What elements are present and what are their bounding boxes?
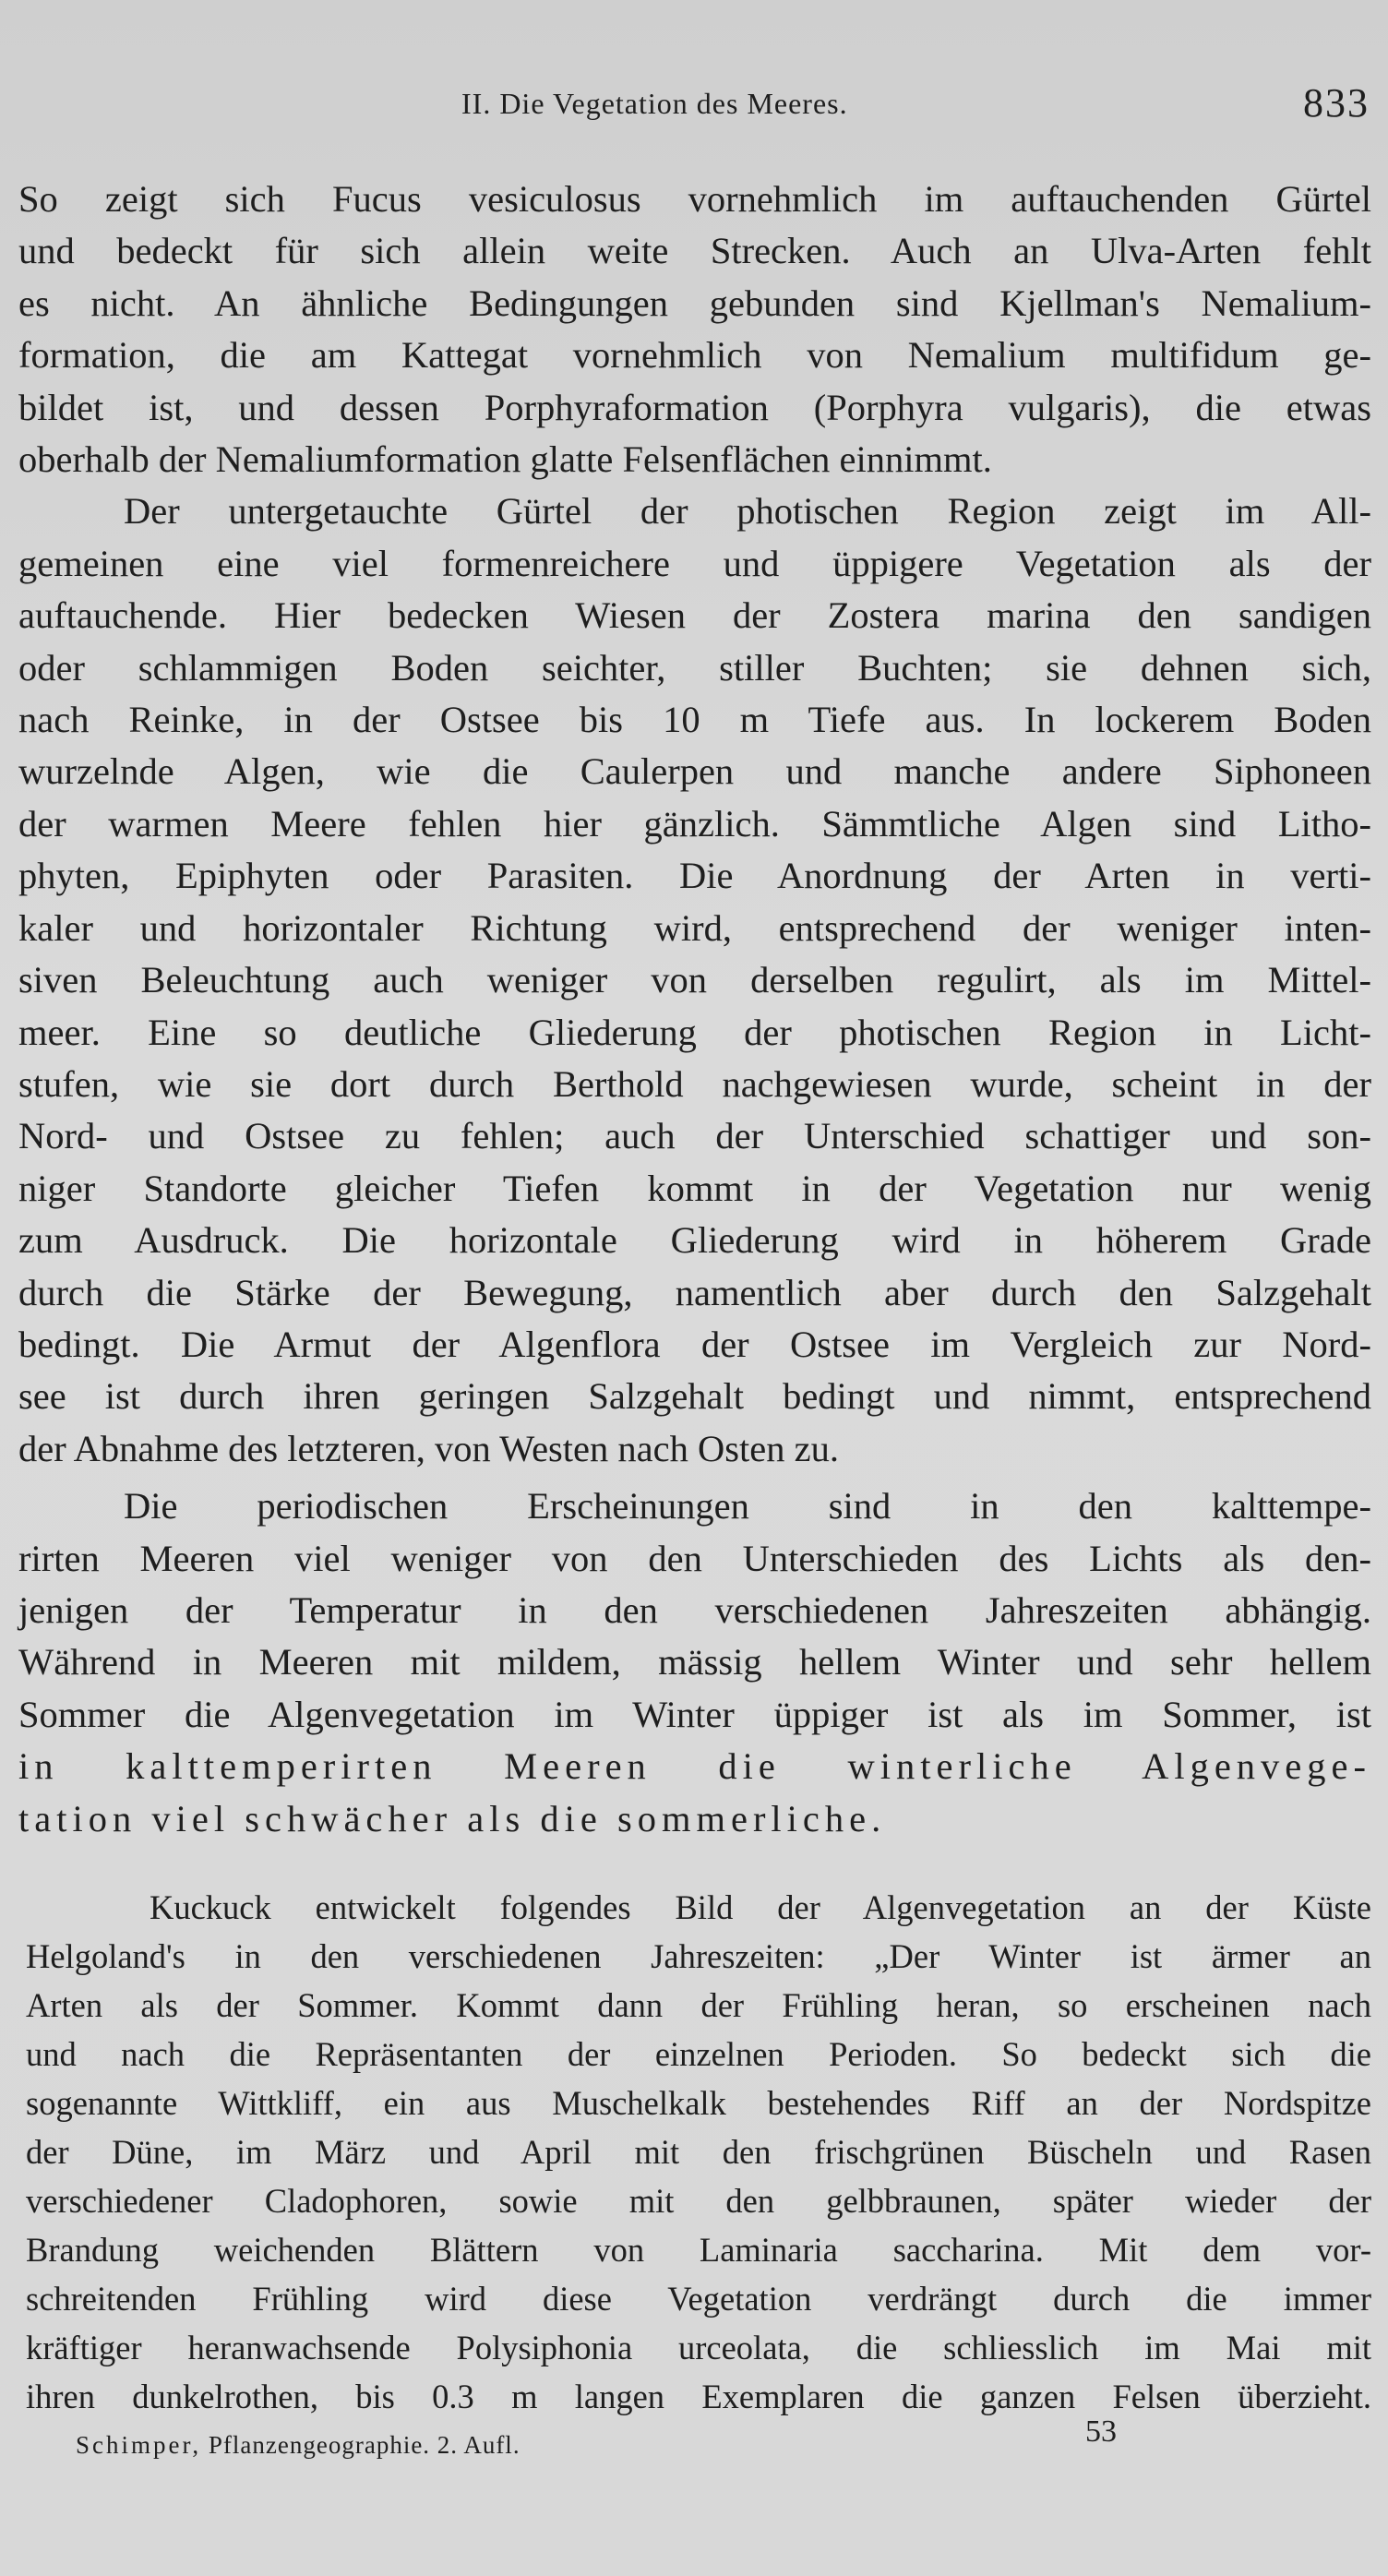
page-number: 833 — [1303, 80, 1370, 126]
text-line: zum Ausdruck. Die horizontale Gliederung wird in höherem Grade — [18, 1219, 1371, 1262]
footer-source — [76, 2431, 520, 2460]
text-line: und bedeckt für sich allein weite Strecken. Auch an Ulva-Arten fehlt — [18, 230, 1371, 272]
quote-line: Brandung weichenden Blättern von Laminaria saccharina. Mit dem vor- — [26, 2231, 1371, 2269]
text-line: durch die Stärke der Bewegung, namentlich aber durch den Salzgehalt — [18, 1271, 1371, 1313]
text-line: phyten, Epiphyten oder Parasiten. Die Anordnung der Arten in verti- — [18, 855, 1371, 897]
text-line: oberhalb der Nemaliumformation glatte Felsenflächen einnimmt. — [18, 438, 992, 481]
page-footer — [76, 2414, 1368, 2470]
text-line: wurzelnde Algen, wie die Caulerpen und manche andere Siphoneen — [18, 750, 1371, 793]
text-line: es nicht. An ähnliche Bedingungen gebunden sind Kjellman's Nemalium- — [18, 282, 1371, 324]
text-line: siven Beleuchtung auch weniger von derselben regulirt, als im Mittel- — [18, 959, 1371, 1001]
text-line: So zeigt sich Fucus vesiculosus vornehmlich im auftauchenden Gürtel — [18, 178, 1371, 220]
text-line: rirten Meeren viel weniger von den Unterschieden des Lichts als den- — [18, 1537, 1371, 1579]
text-line: meer. Eine so deutliche Gliederung der photischen Region in Licht- — [18, 1011, 1371, 1053]
running-head — [0, 76, 1388, 127]
text-line: nach Reinke, in der Ostsee bis 10 m Tiefe aus. In lockerem Boden — [18, 699, 1371, 741]
chapter-title: II. Die Vegetation des Meeres. — [461, 87, 848, 120]
text-line: in kalttemperirten Meeren die winterliche Algenvege- — [18, 1745, 1371, 1788]
text-line: Während in Meeren mit mildem, mässig hellem Winter und sehr hellem — [18, 1641, 1371, 1683]
text-line: oder schlammigen Boden seichter, stiller Buchten; sie dehnen sich, — [18, 646, 1371, 689]
text-line: Der untergetauchte Gürtel der photischen Region zeigt im All- — [124, 490, 1371, 533]
quote-line: schreitenden Frühling wird diese Vegetation verdrängt durch die immer — [26, 2280, 1371, 2318]
text-line: stufen, wie sie dort durch Berthold nachgewiesen wurde, scheint in der — [18, 1062, 1371, 1105]
quote-line: sogenannte Wittkliff, ein aus Muschelkalk bestehendes Riff an der Nordspitze — [26, 2084, 1371, 2122]
text-line: der warmen Meere fehlen hier gänzlich. Sämmtliche Algen sind Litho- — [18, 802, 1371, 845]
footer-title: Pflanzengeographie. 2. Aufl. — [208, 2431, 520, 2459]
quoted-passage — [26, 1883, 1371, 2421]
quote-line: verschiedener Cladophoren, sowie mit den gelbbraunen, später wieder der — [26, 2182, 1371, 2220]
text-line: tation viel schwächer als die sommerliche. — [18, 1797, 887, 1839]
text-line: bildet ist, und dessen Porphyraformation (Porphyra vulgaris), die etwas — [18, 386, 1371, 428]
quote-line: Helgoland's in den verschiedenen Jahreszeiten: „Der Winter ist ärmer an — [26, 1937, 1371, 1975]
text-line: der Abnahme des letzteren, von Westen nach Osten zu. — [18, 1427, 839, 1469]
text-line: niger Standorte gleicher Tiefen kommt in der Vegetation nur wenig — [18, 1167, 1371, 1209]
text-line: Nord- und Ostsee zu fehlen; auch der Unterschied schattiger und son- — [18, 1115, 1371, 1157]
quote-line: kräftiger heranwachsende Polysiphonia urceolata, die schliesslich im Mai mit — [26, 2329, 1371, 2366]
text-line: Sommer die Algenvegetation im Winter üppiger ist als im Sommer, ist — [18, 1693, 1371, 1735]
text-line: Die periodischen Erscheinungen sind in den kalttempe- — [124, 1485, 1371, 1528]
text-line: kaler und horizontaler Richtung wird, entsprechend der weniger inten- — [18, 906, 1371, 949]
text-line: see ist durch ihren geringen Salzgehalt bedingt und nimmt, entsprechend — [18, 1375, 1371, 1418]
quote-line: der Düne, im März und April mit den frischgrünen Büscheln und Rasen — [26, 2133, 1371, 2171]
signature-mark: 53 — [1085, 2414, 1117, 2449]
main-text — [18, 174, 1371, 1845]
text-line: auftauchende. Hier bedecken Wiesen der Zostera marina den sandigen — [18, 594, 1371, 637]
quote-line: Kuckuck entwickelt folgendes Bild der Algenvegetation an der Küste — [150, 1888, 1371, 1926]
quote-line: und nach die Repräsentanten der einzelnen Perioden. So bedeckt sich die — [26, 2035, 1371, 2073]
text-line: formation, die am Kattegat vornehmlich von Nemalium multifidum ge- — [18, 334, 1371, 377]
quote-line: Arten als der Sommer. Kommt dann der Frühling heran, so erscheinen nach — [26, 1986, 1371, 2024]
text-line: bedingt. Die Armut der Algenflora der Ostsee im Vergleich zur Nord- — [18, 1323, 1371, 1365]
text-line: gemeinen eine viel formenreichere und üppigere Vegetation als der — [18, 542, 1371, 584]
text-line: jenigen der Temperatur in den verschiedenen Jahreszeiten abhängig. — [18, 1588, 1371, 1631]
footer-author: Schimper, — [76, 2431, 202, 2459]
quote-line: ihren dunkelrothen, bis 0.3 m langen Exemplaren die ganzen Felsen überzieht. — [26, 2378, 1371, 2415]
